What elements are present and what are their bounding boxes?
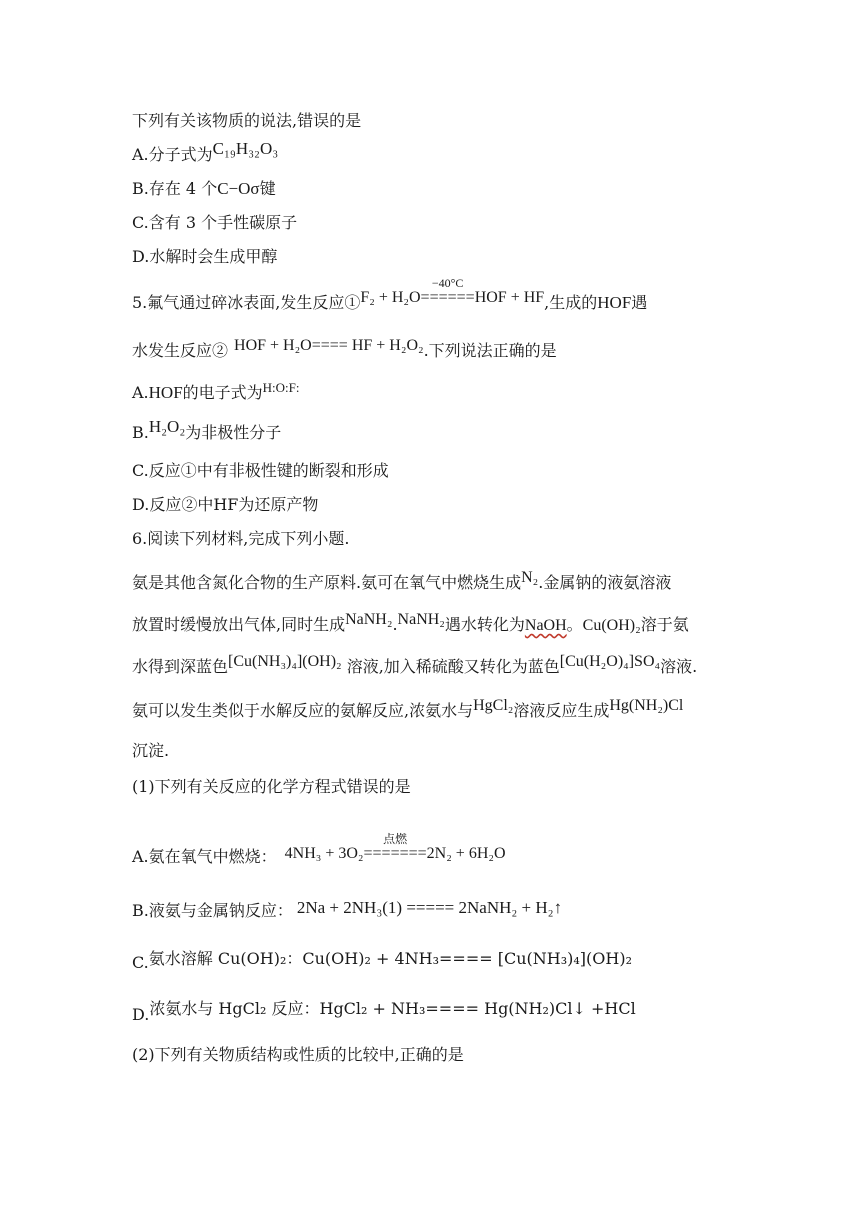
q4-option-b-suffix: 键: [259, 179, 276, 198]
q6-sub1-option-d: [132, 999, 636, 1026]
q6-passage-line3: [132, 653, 698, 679]
q6-sub1-option-a-label: A.氨在氧气中燃烧：: [132, 847, 277, 866]
q6-sub1-option-a-equals: =======: [363, 845, 427, 862]
q5-reaction1-right: HOF + HF: [474, 289, 545, 306]
q5-option-a-lewis-structure: H:O:F:: [262, 380, 300, 395]
q6-formula-n2: N₂: [521, 569, 539, 586]
q5-stem-line2-prefix: 水发生反应②: [132, 341, 229, 360]
q6-sub1-option-a-right: 2N₂ + 6H₂O: [426, 845, 506, 862]
q4-option-a-label: A.分子式为: [132, 145, 213, 164]
q4-option-c: C.含有 3 个手性碳原子: [132, 213, 298, 232]
q6-formula-nanh2-second: NaNH₂: [397, 611, 445, 628]
q5-option-a: [132, 382, 300, 405]
q6-passage-line3-suffix: 溶液.: [660, 657, 698, 676]
q4-option-b-label: B.存在 4 个: [132, 179, 218, 198]
q4-option-b: [132, 178, 276, 200]
q6-sub1-option-d-text: 浓氨水与 HgCl₂ 反应：HgCl₂ + NH₃==== Hg(NH₂)Cl↓ +HCl: [149, 999, 636, 1018]
q6-sub1-option-a-arrow: [363, 832, 427, 865]
q4-option-a: [132, 139, 279, 166]
q5-stem-suffix: 遇: [631, 293, 648, 312]
q6-sub1-option-b: [132, 900, 562, 922]
q5-reaction1-equals: ======: [420, 289, 475, 306]
q4-option-a-formula: C₁₉H₃₂O₃: [212, 139, 279, 158]
q6-passage-line1-suffix: .金属钠的液氨溶液: [538, 573, 672, 592]
q6-sub1-option-d-label: D.: [132, 1005, 150, 1024]
q6-sub1-option-b-equation: 2Na + 2NH₃(1) ===== 2NaNH₂ + H₂↑: [296, 898, 563, 917]
q5-option-a-mid: 的电子式为: [182, 383, 263, 402]
q6-passage-line2-sep: 。: [566, 615, 583, 634]
q5-reaction1-condition: −40°C: [431, 276, 464, 290]
q6-intro: 6.阅读下列材料,完成下列小题.: [132, 529, 350, 548]
q6-formula-hgnh2cl: Hg(NH₂)Cl: [609, 697, 684, 714]
q6-passage-line4-prefix: 氨可以发生类似于水解反应的氨解反应,浓氨水与: [132, 701, 474, 720]
q5-stem-line1: [132, 276, 648, 315]
q5-reaction1-arrow: [420, 276, 475, 309]
q5-option-c: C.反应①中有非极性键的断裂和形成: [132, 461, 389, 480]
q6-passage-line2-mid: 遇水转化为: [444, 615, 525, 634]
q6-sub1-option-c-text: 氨水溶解 Cu(OH)₂：Cu(OH)₂ + 4NH₃==== [Cu(NH₃)₄](OH)₂: [148, 949, 632, 968]
q6-sub1-option-a-condition: 点燃: [383, 832, 408, 846]
q6-sub1-option-a-left: 4NH₃ + 3O₂: [284, 845, 364, 862]
q6-passage-line5: 沉淀.: [132, 741, 170, 760]
q6-sub1-option-c: [132, 949, 632, 974]
q5-stem-prefix: 5.氟气通过碎冰表面,发生反应①: [132, 293, 361, 312]
q6-sub2-stem: (2)下列有关物质结构或性质的比较中,正确的是: [132, 1045, 464, 1064]
q6-sub1-option-b-label: B.液氨与金属钠反应：: [132, 901, 293, 920]
q5-option-d: D.反应②中HF为还原产物: [132, 495, 319, 514]
q6-sub1-stem: (1)下列有关反应的化学方程式错误的是: [132, 777, 411, 796]
q4-option-d: D.水解时会生成甲醇: [132, 247, 278, 266]
q4-option-b-bond: C−Oσ: [217, 179, 260, 198]
q6-formula-cuoh2: Cu(OH)₂: [582, 617, 641, 634]
q6-passage-line3-prefix: 水得到深蓝色: [132, 657, 229, 676]
q6-passage-line1-prefix: 氨是其他含氮化合物的生产原料.氨可在氧气中燃烧生成: [132, 573, 522, 592]
q6-passage-line2: [132, 611, 689, 637]
q5-stem-line2-suffix: .下列说法正确的是: [423, 341, 557, 360]
q6-passage-line4: [132, 697, 684, 723]
q6-passage-line3-mid: 溶液,加入稀硫酸又转化为蓝色: [341, 657, 560, 676]
q5-stem-line2: [132, 337, 557, 363]
q6-formula-cu-ammine-complex: [Cu(NH₃)₄](OH)₂: [228, 653, 342, 670]
q6-formula-hgcl2: HgCl₂: [473, 697, 514, 714]
q6-passage-line4-mid: 溶液反应生成: [513, 701, 610, 720]
q5-option-b-label: B.: [132, 423, 149, 442]
q5-reaction2: HOF + H₂O==== HF + H₂O₂: [234, 337, 424, 354]
q6-formula-cu-aqua-complex: [Cu(H₂O)₄]SO₄: [559, 653, 661, 670]
q5-reaction1-left: F₂ + H₂O: [360, 289, 421, 306]
q5-option-b: [132, 417, 282, 444]
q4-stem: 下列有关该物质的说法,错误的是: [132, 111, 362, 130]
q6-sub1-option-c-label: C.: [132, 953, 149, 972]
q5-option-a-hof: HOF: [148, 383, 183, 402]
q6-formula-naoh: NaOH: [524, 617, 567, 634]
q6-passage-line2-dot: .: [392, 615, 398, 634]
q5-option-b-formula: H₂O₂: [148, 417, 186, 436]
q5-option-a-label: A.: [132, 383, 149, 402]
q5-option-b-suffix: 为非极性分子: [185, 423, 282, 442]
q6-passage-line2-prefix: 放置时缓慢放出气体,同时生成: [132, 615, 346, 634]
q6-sub1-option-a: [132, 832, 506, 869]
q5-stem-mid: ,生成的: [544, 293, 598, 312]
q5-stem-hof: HOF: [597, 293, 632, 312]
q6-passage-line2-suffix: 溶于氨: [640, 615, 689, 634]
q6-passage-line1: [132, 569, 672, 595]
q6-formula-nanh2: NaNH₂: [345, 611, 393, 628]
